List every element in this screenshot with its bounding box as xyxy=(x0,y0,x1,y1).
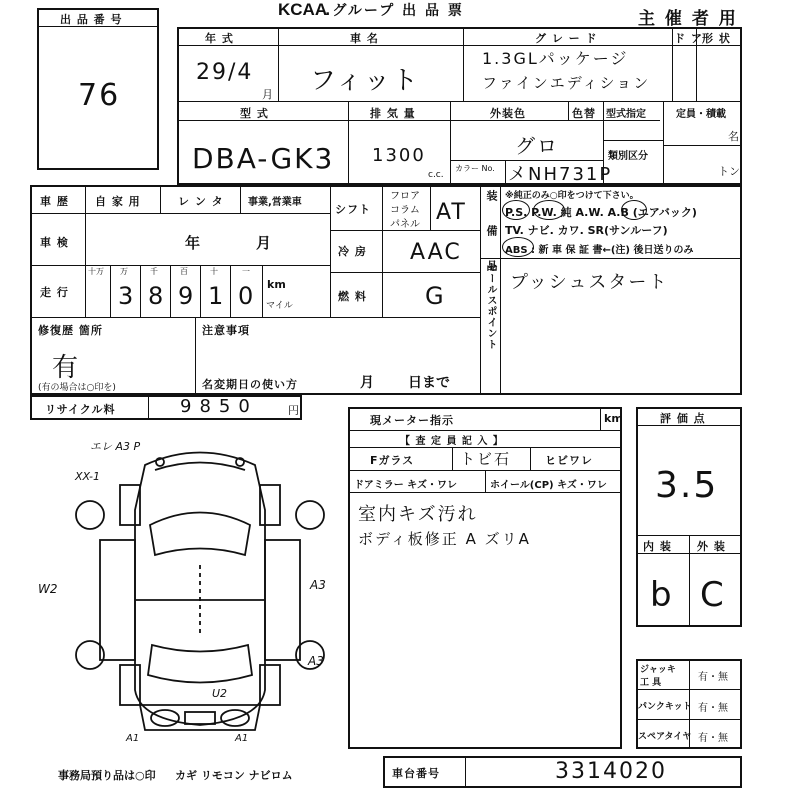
diagram-mark-rear-center: U2 xyxy=(212,687,228,700)
model-designation-label: 型式指定 xyxy=(606,109,646,120)
chassis-value: 3314020 xyxy=(555,759,667,784)
model-name-label: 車 名 xyxy=(350,32,379,45)
person-unit: 名 xyxy=(728,130,739,143)
commercial-option: 事業,営業車 xyxy=(248,197,302,208)
recycle-unit: 円 xyxy=(288,404,299,417)
notes-label: 注意事項 xyxy=(202,324,250,337)
grade-label: グ レ ー ド xyxy=(535,32,598,45)
glass-value: トビ石 xyxy=(460,450,512,468)
digit-label-3: 千 xyxy=(150,267,158,276)
abs-circle xyxy=(502,237,534,257)
displacement-label: 排 気 量 xyxy=(370,107,416,120)
mileage-digit-2: 3 xyxy=(118,282,136,310)
ps-circle xyxy=(502,200,530,220)
inspection-comment-2: ボディ板修正 A ズリA xyxy=(358,530,531,548)
inspection-comment-1: 室内キズ汚れ xyxy=(358,504,478,525)
org-logo: KCAA xyxy=(278,0,328,19)
grade-value-2: ファインエディション xyxy=(482,74,651,92)
shift-option-floor: フロア xyxy=(390,191,420,202)
mirror-label: ドアミラー キズ・ワレ xyxy=(354,480,457,491)
fuel-value: G xyxy=(425,282,446,310)
diagram-mark-front-left-2: XX-1 xyxy=(75,470,101,483)
year-value: 29/4 xyxy=(196,60,254,85)
capacity-label: 定員・積載 xyxy=(676,109,726,120)
repair-value: 有 xyxy=(52,353,81,383)
inspection-year-unit: 年 xyxy=(185,234,202,252)
lot-number-value: 76 xyxy=(78,78,121,113)
diagram-mark-right-rear: A3 xyxy=(308,654,324,668)
digit-label-6: 一 xyxy=(242,267,250,276)
equipment-line-3: ABS : 新 車 保 証 書←(注) 後日送りのみ xyxy=(505,245,694,256)
inspection-month-unit: 月 xyxy=(256,234,273,252)
exterior-color-value: グロ xyxy=(515,134,559,158)
exterior-value: C xyxy=(700,575,726,615)
jack-label: ジャッキ 工 具 xyxy=(640,665,676,688)
ac-value: AAC xyxy=(410,240,462,265)
shift-option-panel: パネル xyxy=(390,219,420,230)
interior-value: b xyxy=(650,575,674,615)
year-label: 年 式 xyxy=(205,32,234,45)
wheel-label: ホイール(CP) キズ・ワレ xyxy=(490,480,607,491)
deadline-month: 月 xyxy=(360,375,375,391)
spare-label: スペアタイヤ xyxy=(638,732,692,742)
deadline-day: 日まで xyxy=(408,375,450,391)
diagram-mark-right-front: A3 xyxy=(310,578,326,592)
car-damage-diagram xyxy=(60,430,340,750)
spare-yes-no: 有・無 xyxy=(698,733,728,744)
recycle-value: 9850 xyxy=(180,396,258,417)
diagram-mark-front-left: エレ A3 P xyxy=(90,440,141,453)
digit-label-2: 万 xyxy=(120,267,128,276)
diagram-mark-rear-right: A1 xyxy=(235,733,249,744)
repair-label: 修復歴 箇所 xyxy=(38,324,103,337)
fuel-label: 燃 料 xyxy=(338,290,367,303)
grade-value-1: 1.3GLパッケージ xyxy=(482,49,629,68)
office-note: 事務局預り品は○印 xyxy=(58,769,156,782)
jack-yes-no: 有・無 xyxy=(698,672,728,683)
glass-label: Fガラス xyxy=(370,454,415,467)
shift-value: AT xyxy=(436,200,467,225)
sales-point-value: プッシュスタート xyxy=(510,272,669,293)
equipment-note: ※純正のみ○印をつけて下さい。 xyxy=(505,191,639,201)
model-name-value: フィット xyxy=(310,66,420,96)
host-label: 主 催 者 用 xyxy=(638,9,738,29)
mileage-digit-4: 9 xyxy=(178,282,196,310)
ton-unit: トン xyxy=(718,165,740,178)
ab-circle xyxy=(621,200,647,220)
inspector-label: 【 査 定 員 記 入 】 xyxy=(400,436,504,447)
cc-unit: c.c. xyxy=(428,170,444,180)
rating-label: 評 価 点 xyxy=(660,412,706,425)
rental-option: レ ン タ xyxy=(178,195,224,208)
mileage-digit-6: 0 xyxy=(238,282,256,310)
color-change-label: 色替 xyxy=(572,107,596,120)
type-value: DBA-GK3 xyxy=(192,142,335,175)
history-label: 車 歴 xyxy=(40,195,69,208)
sales-point-label: セールスポイント xyxy=(485,262,496,350)
digit-label-4: 百 xyxy=(180,267,188,276)
meter-km-label: km xyxy=(604,412,623,425)
type-label: 型 式 xyxy=(240,107,269,120)
repair-note: (有の場合は○印を) xyxy=(38,383,116,393)
equipment-line-1: P.S. P.W. 純 A.W. A.B (エアバック) xyxy=(505,206,697,219)
private-use-option: 自 家 用 xyxy=(95,195,141,208)
shift-option-column: コラム xyxy=(390,205,420,216)
shift-label: シフト xyxy=(335,203,371,216)
lot-number-label: 出 品 番 号 xyxy=(60,13,123,26)
mileage-digit-5: 1 xyxy=(208,282,226,310)
diagram-mark-left-side: W2 xyxy=(38,582,58,596)
diagram-mark-rear-left: A1 xyxy=(126,733,140,744)
mileage-digit-3: 8 xyxy=(148,282,166,310)
digit-label-5: 十 xyxy=(210,267,218,276)
displacement-value: 1300 xyxy=(372,145,426,166)
meter-label: 現メーター指示 xyxy=(370,414,454,427)
interior-label: 内 装 xyxy=(643,540,672,553)
exterior-color-label: 外装色 xyxy=(490,107,526,120)
pw-circle xyxy=(533,200,565,220)
org-title: .グループ 出 品 票 xyxy=(325,3,464,19)
equipment-label: 装 備 品 xyxy=(485,190,498,281)
office-items: カギ リモコン ナビロム xyxy=(175,769,293,782)
exterior-label: 外 装 xyxy=(697,540,726,553)
color-no-value: メNH731P xyxy=(508,164,613,185)
digit-label-1: 十万 xyxy=(88,267,104,276)
puncture-label: パンクキット xyxy=(638,702,692,712)
shape-label: 形 状 xyxy=(702,32,731,45)
classification-label: 類別区分 xyxy=(608,151,648,162)
chassis-label: 車台番号 xyxy=(392,767,440,780)
km-label: km xyxy=(267,278,286,291)
rating-value: 3.5 xyxy=(655,465,719,506)
month-unit: 月 xyxy=(262,88,273,101)
crack-label: ヒビワレ xyxy=(545,454,593,467)
deadline-label: 名変期日の使い方 xyxy=(202,378,298,391)
puncture-yes-no: 有・無 xyxy=(698,703,728,714)
ac-label: 冷 房 xyxy=(338,245,367,258)
recycle-label: リサイクル料 xyxy=(45,403,116,416)
equipment-line-2: TV. ナビ. カワ. SR(サンルーフ) xyxy=(505,224,668,237)
color-no-label: カラー No. xyxy=(455,164,495,173)
mile-label: マイル xyxy=(266,301,293,311)
inspection-label: 車 検 xyxy=(40,236,69,249)
door-label: ド ア xyxy=(674,32,703,45)
mileage-label: 走 行 xyxy=(40,286,69,299)
